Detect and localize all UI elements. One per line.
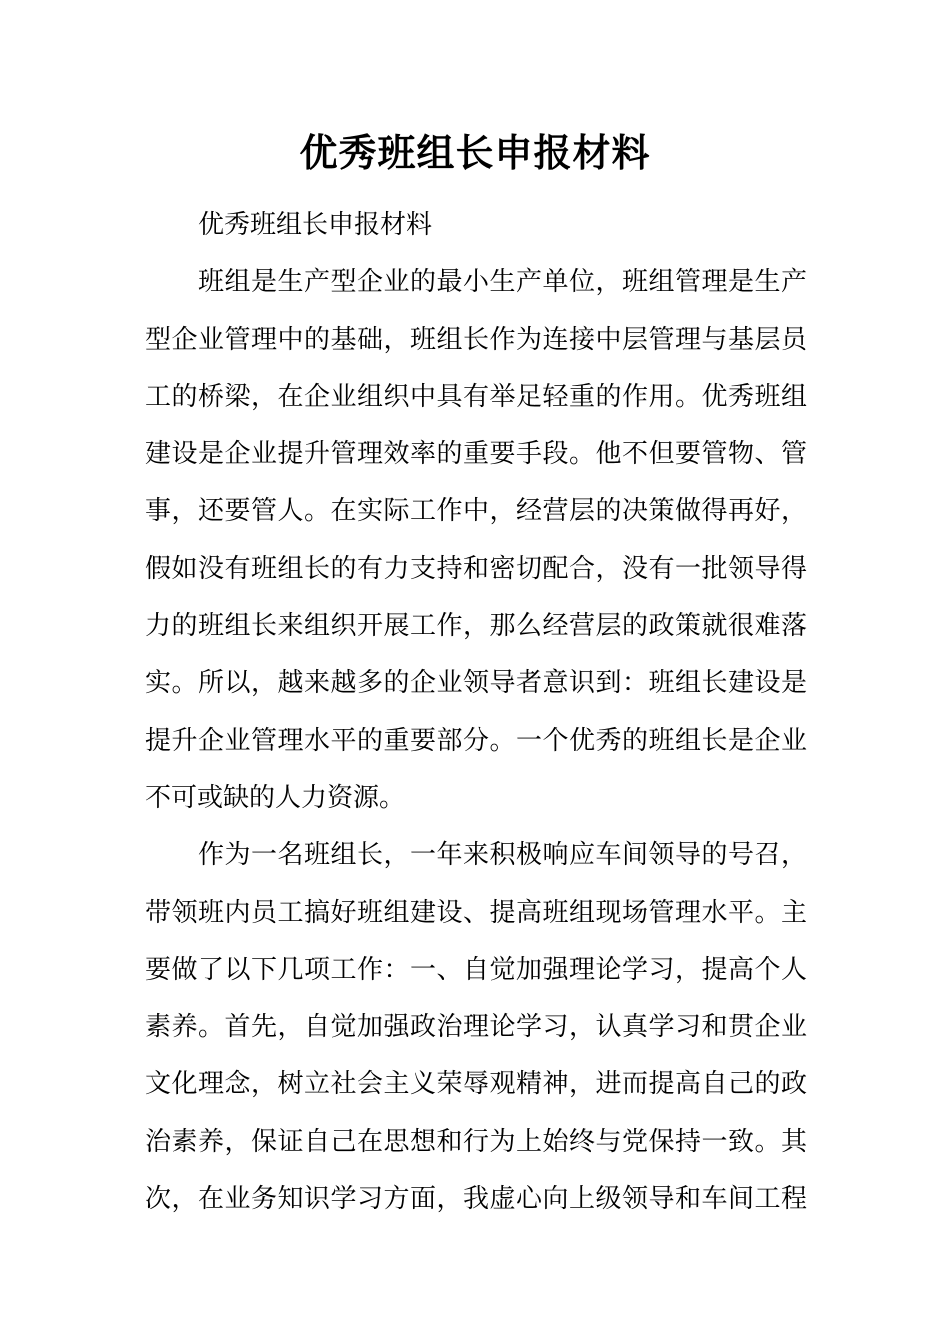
paragraph-line: 带领班内员工搞好班组建设、提高班组现场管理水平。主 — [145, 897, 807, 928]
paragraph-line: 实。所以，越来越多的企业领导者意识到：班组长建设是 — [145, 668, 807, 699]
paragraph-line: 不可或缺的人力资源。 — [145, 782, 406, 813]
paragraph-line: 力的班组长来组织开展工作，那么经营层的政策就很难落 — [145, 611, 807, 642]
paragraph-line: 型企业管理中的基础，班组长作为连接中层管理与基层员 — [145, 324, 807, 355]
paragraph-line: 工的桥梁，在企业组织中具有举足轻重的作用。优秀班组 — [145, 381, 807, 412]
paragraph-line: 作为一名班组长，一年来积极响应车间领导的号召， — [198, 840, 807, 871]
paragraph-line: 素养。首先，自觉加强政治理论学习，认真学习和贯企业 — [145, 1012, 807, 1043]
paragraph-line: 治素养，保证自己在思想和行为上始终与党保持一致。其 — [145, 1126, 807, 1157]
paragraph-line: 假如没有班组长的有力支持和密切配合，没有一批领导得 — [145, 553, 807, 584]
paragraph-line: 班组是生产型企业的最小生产单位，班组管理是生产 — [198, 267, 807, 298]
document-title: 优秀班组长申报材料 — [299, 130, 651, 175]
paragraph-line: 文化理念，树立社会主义荣辱观精神，进而提高自己的政 — [145, 1069, 807, 1100]
paragraph-line: 事，还要管人。在实际工作中，经营层的决策做得再好， — [145, 496, 807, 527]
paragraph-line: 提升企业管理水平的重要部分。一个优秀的班组长是企业 — [145, 725, 807, 756]
document-body — [145, 197, 807, 1228]
paragraph-line: 次，在业务知识学习方面，我虚心向上级领导和车间工程 — [145, 1184, 807, 1215]
paragraph-line: 要做了以下几项工作：一、自觉加强理论学习，提高个人 — [145, 954, 807, 985]
paragraph-line: 建设是企业提升管理效率的重要手段。他不但要管物、管 — [145, 439, 807, 470]
subtitle-line: 优秀班组长申报材料 — [198, 210, 433, 240]
